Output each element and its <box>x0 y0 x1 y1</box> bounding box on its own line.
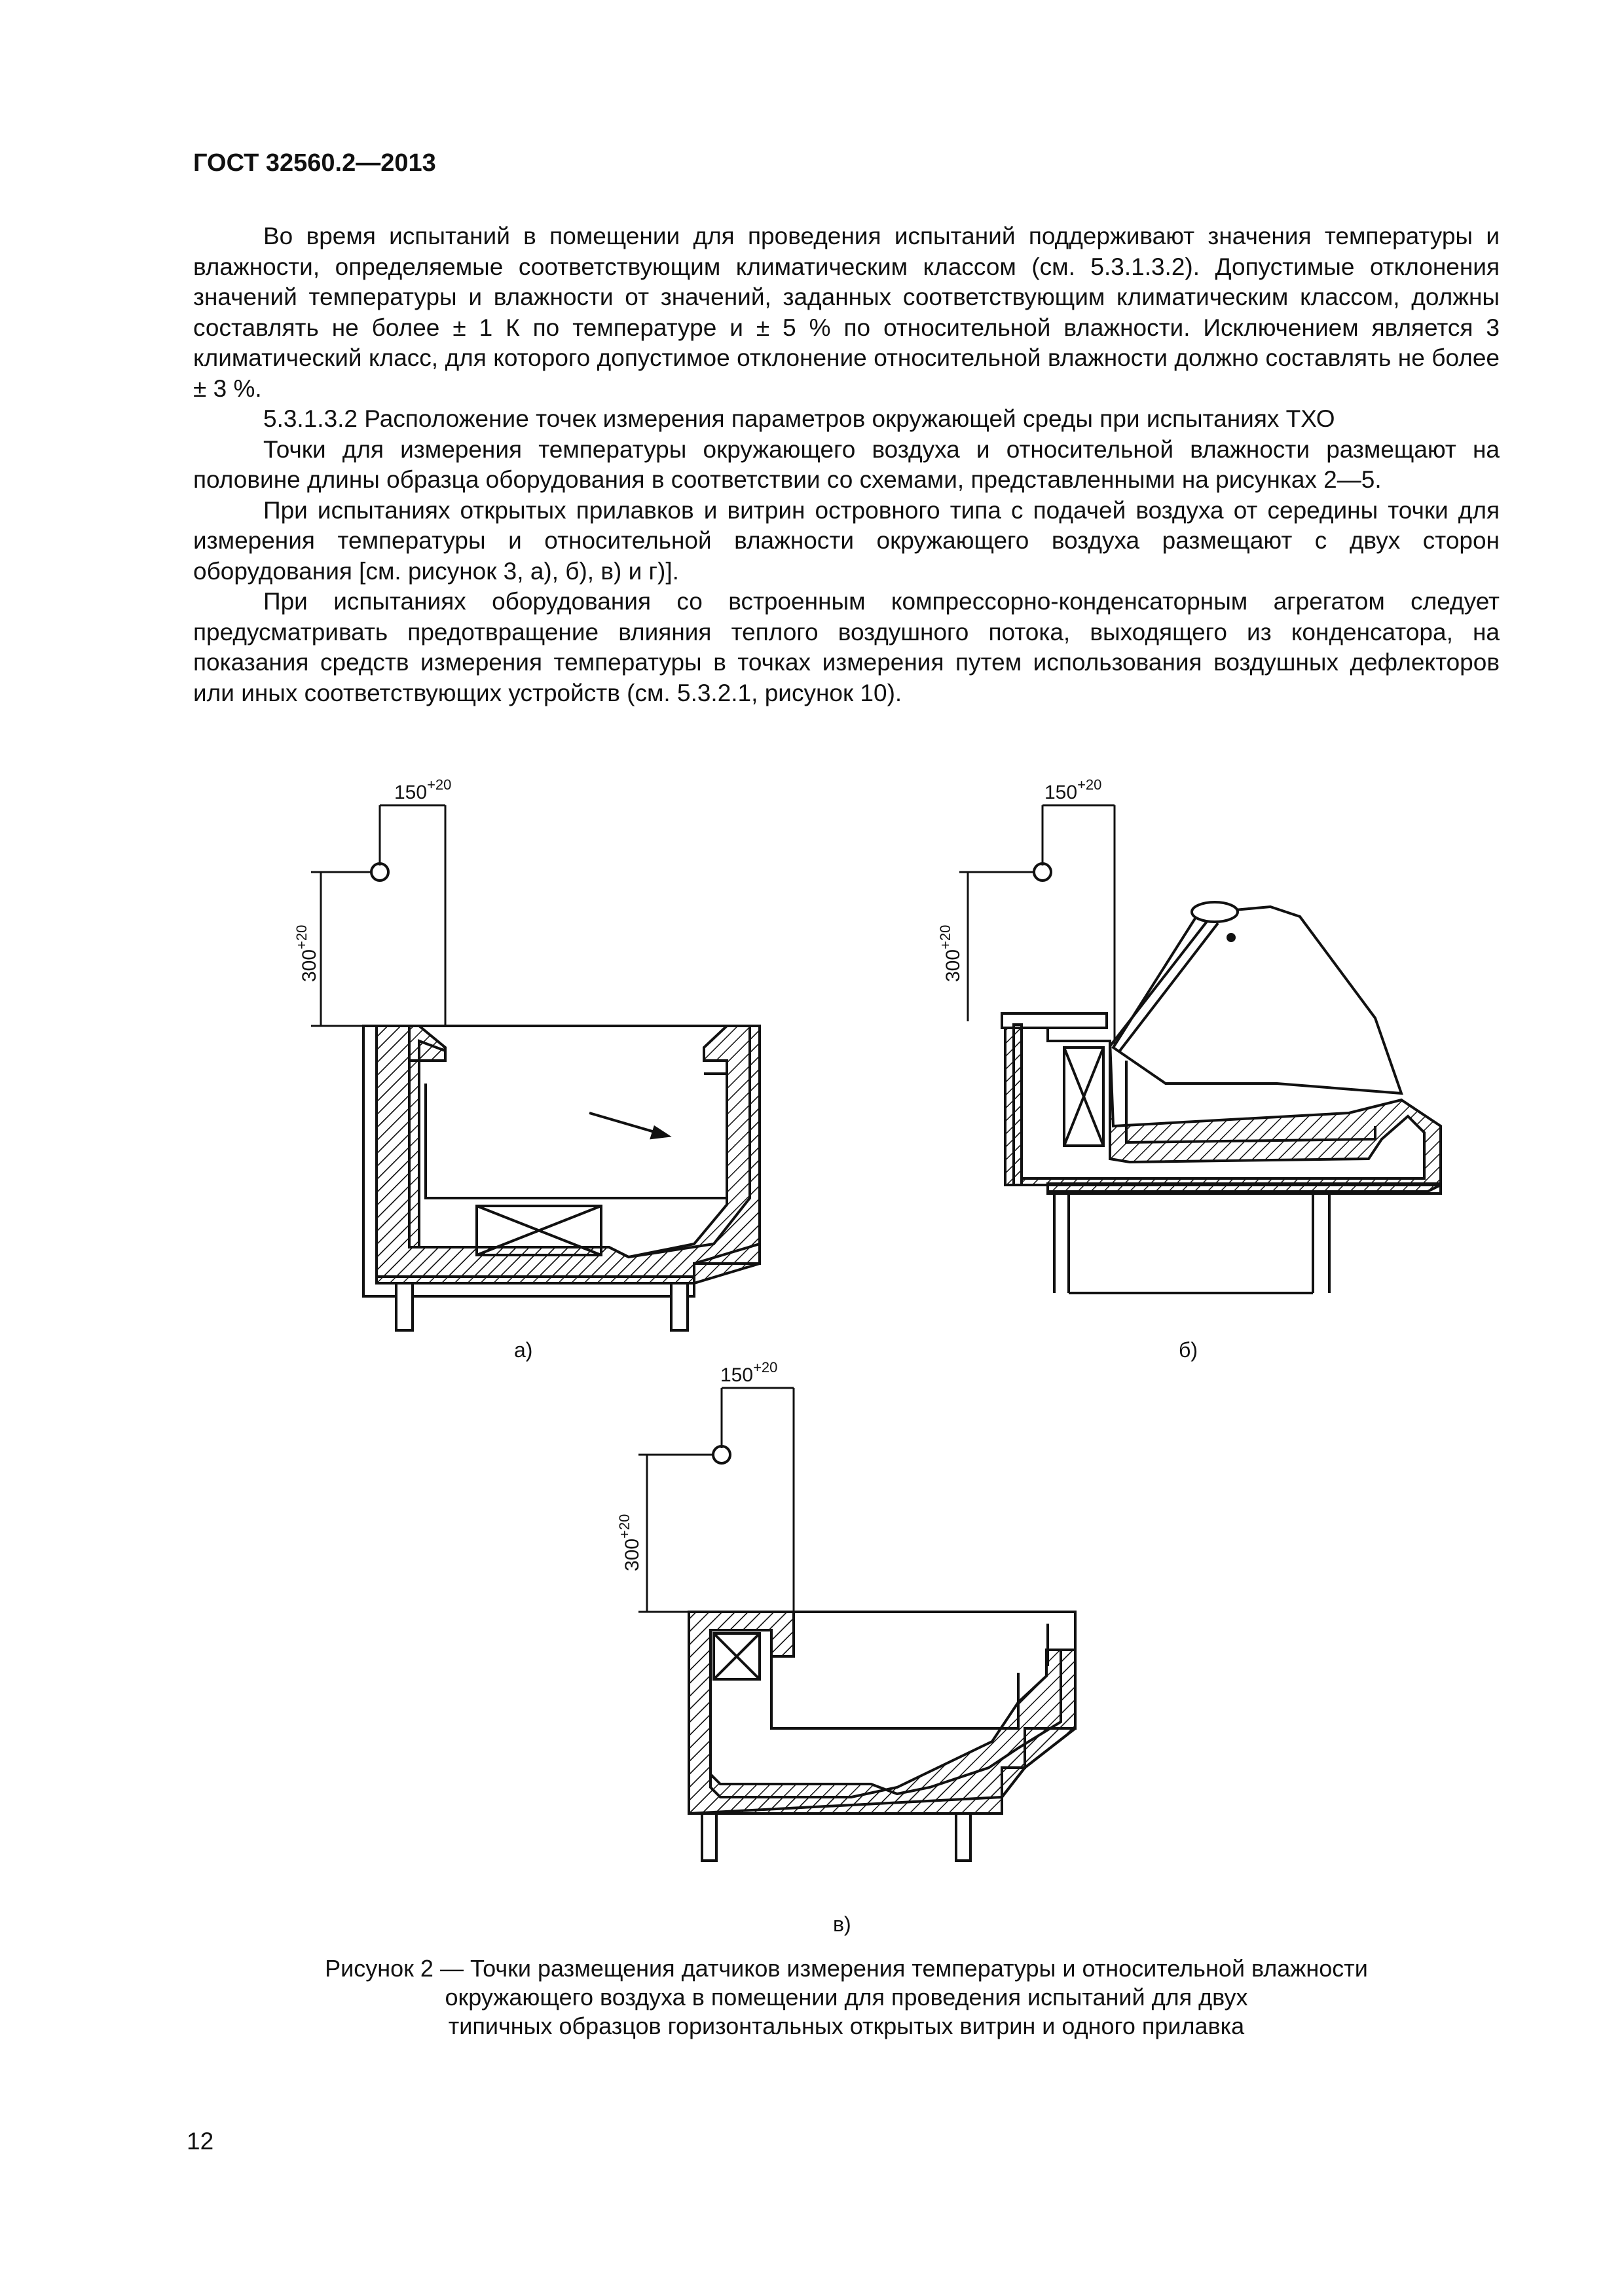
paragraph-4: При испытаниях открытых прилавков и витрин островного типа с подачей воздуха от середины точки для измерения температуры и относительной влажности окружающего воздуха размещают с двух сторон оборудования [см. рисунок 3, а), б), в) и г)]. <box>193 496 1500 585</box>
figure-caption <box>193 1954 1500 2041</box>
sensor-point-c <box>713 1446 730 1463</box>
body-text <box>193 221 1500 708</box>
label-c: в) <box>833 1912 851 1936</box>
figure-2 <box>0 746 1624 1958</box>
caption-line-1: Рисунок 2 — Точки размещения датчиков измерения температуры и относительной влажности <box>325 1955 1368 1982</box>
caption-line-3: типичных образцов горизонтальных открытых витрин и одного прилавка <box>448 2013 1245 2039</box>
caption-line-2: окружающего воздуха в помещении для проведения испытаний для двух <box>445 1984 1248 2011</box>
page-number: 12 <box>187 2128 214 2155</box>
label-a: а) <box>514 1338 533 1362</box>
dim-v-b: $300^{+20}$ <box>937 924 964 982</box>
label-b: б) <box>1179 1338 1198 1362</box>
dim-v-c: $300^{+20}$ <box>616 1514 643 1571</box>
sensor-point-a <box>371 864 388 881</box>
diagram-a <box>311 805 760 1330</box>
dim-h-c: $150^{+20}$ <box>720 1359 778 1386</box>
sensor-point-b <box>1034 864 1051 881</box>
paragraph-2: 5.3.1.3.2 Расположение точек измерения параметров окружающей среды при испытаниях ТХО <box>263 405 1335 432</box>
document-header: ГОСТ 32560.2—2013 <box>193 149 436 177</box>
paragraph-5: При испытаниях оборудования со встроенным компрессорно-конденсаторным агрегатом следует предусматривать предотвращение влияния теплого воздушного потока, выходящего из конденсатора, на показания средств измерения температуры в точках измерения путем использования воздушных дефлекторов или иных соответствующих устройств (см. 5.3.2.1, рисунок 10). <box>193 588 1500 706</box>
dim-h-b: $150^{+20}$ <box>1044 776 1102 803</box>
diagram-c <box>638 1388 1075 1861</box>
paragraph-3: Точки для измерения температуры окружающего воздуха и относительной влажности размещают на половине длины образца оборудования в соответствии со схемами, представленными на рисунках 2—5. <box>193 435 1500 493</box>
dim-h-a: $150^{+20}$ <box>394 776 452 803</box>
diagram-b <box>959 805 1441 1293</box>
paragraph-1: Во время испытаний в помещении для проведения испытаний поддерживают значения температуры и влажности, определяемые соответствующим климатическим классом (см. 5.3.1.3.2). Допустимые отклонения значений температуры и влажности от значений, заданных соответствующим климатическим классом, должны составлять не более ± 1 К по температуре и ± 5 % по относительной влажности. Исключением является 3 климатический класс, для которого допустимое отклонение относительной влажности должно составлять не более ± 3 %. <box>193 223 1500 402</box>
dim-v-a: $300^{+20}$ <box>293 924 320 982</box>
